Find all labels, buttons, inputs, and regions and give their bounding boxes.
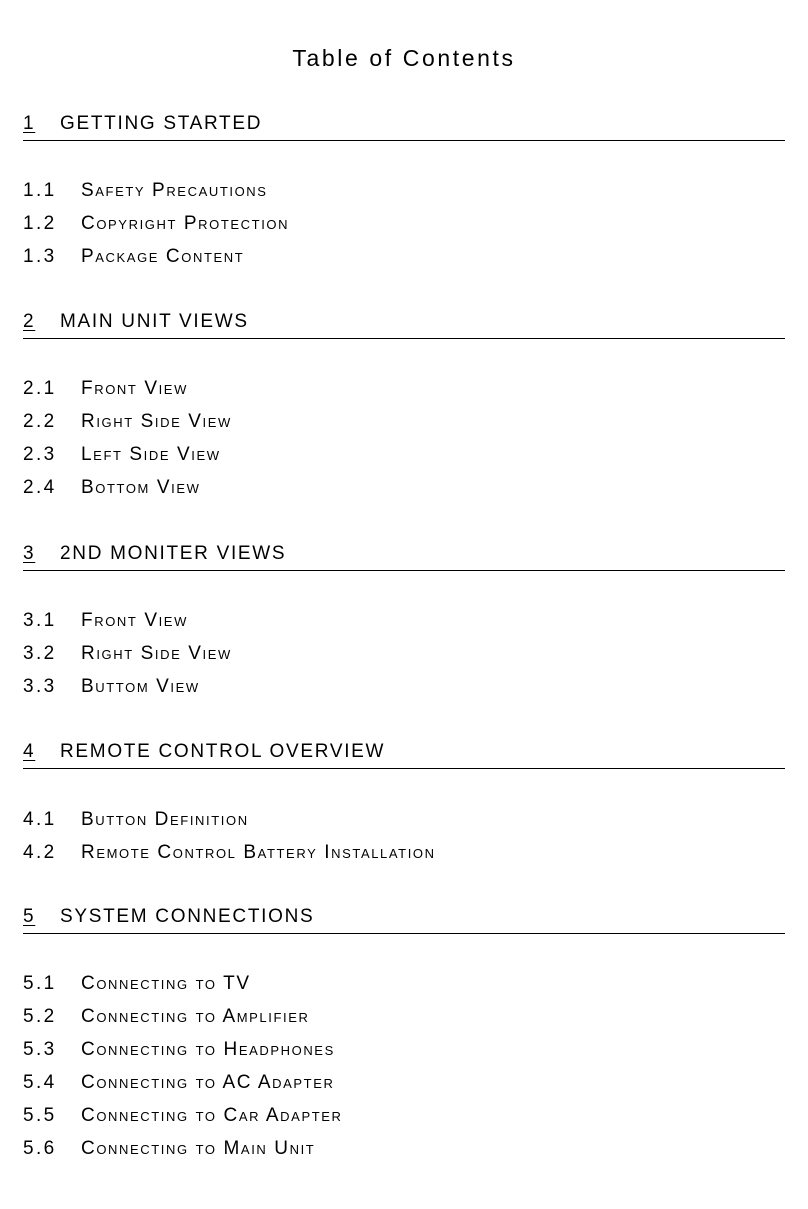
section-number: 2.3 [23,444,57,465]
chapter-title: 2ND MONITER VIEWS [60,543,287,564]
chapter-title: SYSTEM CONNECTIONS [60,906,315,927]
chapter-number: 1 [23,113,36,134]
section-number: 2.4 [23,477,57,498]
section-title: Connecting to Car Adapter [81,1105,343,1126]
section-number: 1.1 [23,180,57,201]
section-number: 3.3 [23,676,57,697]
section-title: Connecting to TV [81,973,251,994]
toc-chapter-3[interactable] [23,538,785,571]
section-number: 4.1 [23,809,57,830]
chapter-number: 3 [23,543,36,564]
section-title: Bottom View [81,477,201,498]
toc-chapter-5[interactable] [23,901,785,934]
chapter-number: 4 [23,741,36,762]
section-title: Button Definition [81,809,249,830]
chapter-title: MAIN UNIT VIEWS [60,311,249,332]
section-number: 1.2 [23,213,57,234]
section-number: 5.4 [23,1072,57,1093]
section-number: 5.1 [23,973,57,994]
section-number: 4.2 [23,842,57,863]
section-number: 2.2 [23,411,57,432]
chapter-title: REMOTE CONTROL OVERVIEW [60,741,386,762]
section-title: Safety Precautions [81,180,268,201]
section-title: Connecting to Headphones [81,1039,335,1060]
section-number: 5.3 [23,1039,57,1060]
section-title: Connecting to Main Unit [81,1138,316,1159]
chapter-number: 5 [23,906,36,927]
section-number: 5.6 [23,1138,57,1159]
section-title: Buttom View [81,676,200,697]
section-number: 1.3 [23,246,57,267]
page-title: Table of Contents [292,45,516,71]
toc-chapter-2[interactable] [23,306,785,339]
chapter-title: GETTING STARTED [60,113,263,134]
section-title: Connecting to AC Adapter [81,1072,335,1093]
section-title: Left Side View [81,444,221,465]
section-title: Remote Control Battery Installation [81,842,436,863]
section-number: 3.1 [23,610,57,631]
toc-chapter-4[interactable] [23,736,785,769]
section-title: Right Side View [81,411,232,432]
section-title: Right Side View [81,643,232,664]
section-title: Front View [81,378,188,399]
section-number: 2.1 [23,378,57,399]
section-title: Copyright Protection [81,213,290,234]
section-number: 3.2 [23,643,57,664]
section-number: 5.2 [23,1006,57,1027]
section-title: Connecting to Amplifier [81,1006,310,1027]
section-title: Package Content [81,246,245,267]
section-number: 5.5 [23,1105,57,1126]
chapter-number: 2 [23,311,36,332]
toc-chapter-1[interactable] [23,108,785,141]
section-title: Front View [81,610,188,631]
